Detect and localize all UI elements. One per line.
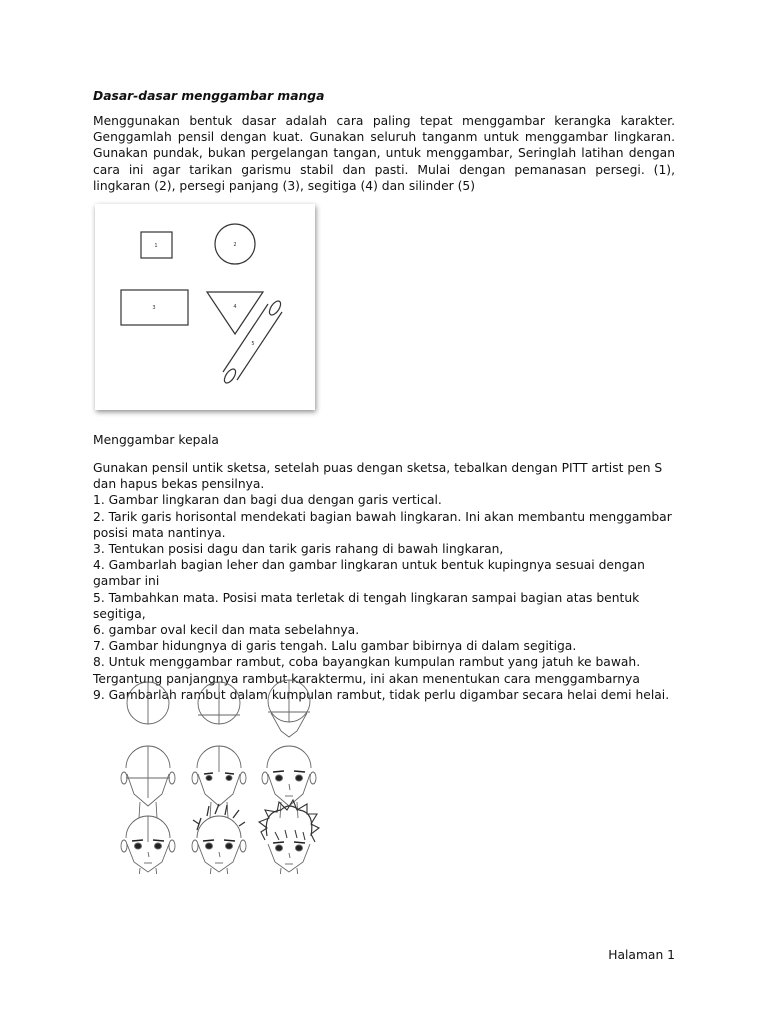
- document-title: Dasar-dasar menggambar manga: [93, 89, 325, 103]
- basic-shapes-drawing: [95, 204, 315, 410]
- shape-label-5: 5: [251, 341, 255, 347]
- head-step-2: [198, 682, 240, 724]
- step-item-6: 6. gambar oval kecil dan mata sebelahnya.: [93, 623, 360, 638]
- head-step-3: [268, 680, 310, 737]
- steps-list: [93, 460, 675, 703]
- step-item-9: 9. Gambarlah rambut dalam kumpulan rambut, tidak perlu digambar secara helai demi helai.: [93, 687, 670, 702]
- section-heading: Menggambar kepala: [93, 433, 219, 447]
- head-step-1: [127, 682, 169, 724]
- head-steps-drawing: [118, 676, 330, 874]
- head-step-4: [121, 746, 175, 818]
- step-item-4: 4. Gambarlah bagian leher dan gambar lingkaran untuk bentuk kupingnya sesuai dengan gambar ini: [93, 558, 645, 589]
- intro-paragraph: Menggunakan bentuk dasar adalah cara paling tepat menggambar kerangka karakter. Genggamlah pensil dengan kuat. Gunakan seluruh tanganm untuk menggambar lingkaran. Gunakan pundak, bukan pergelangan tangan, untuk menggambar, Seringlah latihan dengan cara ini agar tarikan garismu stabil dan pasti. Mulai dengan pemanasan persegi. (1), lingkaran (2), persegi panjang (3), segitiga (4) dan silinder (5): [93, 114, 675, 193]
- shape-label-4: 4: [233, 304, 237, 310]
- step-item-2: 2. Tarik garis horisontal mendekati bagian bawah lingkaran. Ini akan membantu menggambar posisi mata nantinya.: [93, 509, 672, 540]
- step-item-7: 7. Gambar hidungnya di garis tengah. Lalu gambar bibirnya di dalam segitiga.: [93, 639, 577, 654]
- head-steps-figure: [118, 676, 330, 874]
- basic-shapes-figure: [95, 204, 315, 410]
- step-item-8: 8. Untuk menggambar rambut, coba bayangkan kumpulan rambut yang jatuh ke bawah. Tergantung panjangnya rambut karaktermu, ini akan menentukan cara menggambarnya: [93, 655, 641, 686]
- triangle-shape: [207, 292, 263, 334]
- shape-label-3: 3: [152, 305, 156, 311]
- head-step-8: [192, 804, 246, 874]
- page-number: Halaman 1: [608, 948, 675, 962]
- shape-label-2: 2: [233, 242, 237, 248]
- head-step-9: [259, 800, 319, 874]
- step-item-5: 5. Tambahkan mata. Posisi mata terletak di tengah lingkaran sampai bagian atas bentuk segitiga,: [93, 590, 640, 621]
- step-item-1: 1. Gambar lingkaran dan bagi dua dengan garis vertical.: [93, 493, 442, 508]
- steps-intro: Gunakan pensil untik sketsa, setelah puas dengan sketsa, tebalkan dengan PITT artist pen S dan hapus bekas pensilnya.: [93, 461, 663, 492]
- shape-label-1: 1: [154, 243, 158, 249]
- head-step-7: [121, 816, 175, 874]
- head-step-5: [192, 746, 246, 818]
- step-item-3: 3. Tentukan posisi dagu dan tarik garis rahang di bawah lingkaran,: [93, 542, 504, 557]
